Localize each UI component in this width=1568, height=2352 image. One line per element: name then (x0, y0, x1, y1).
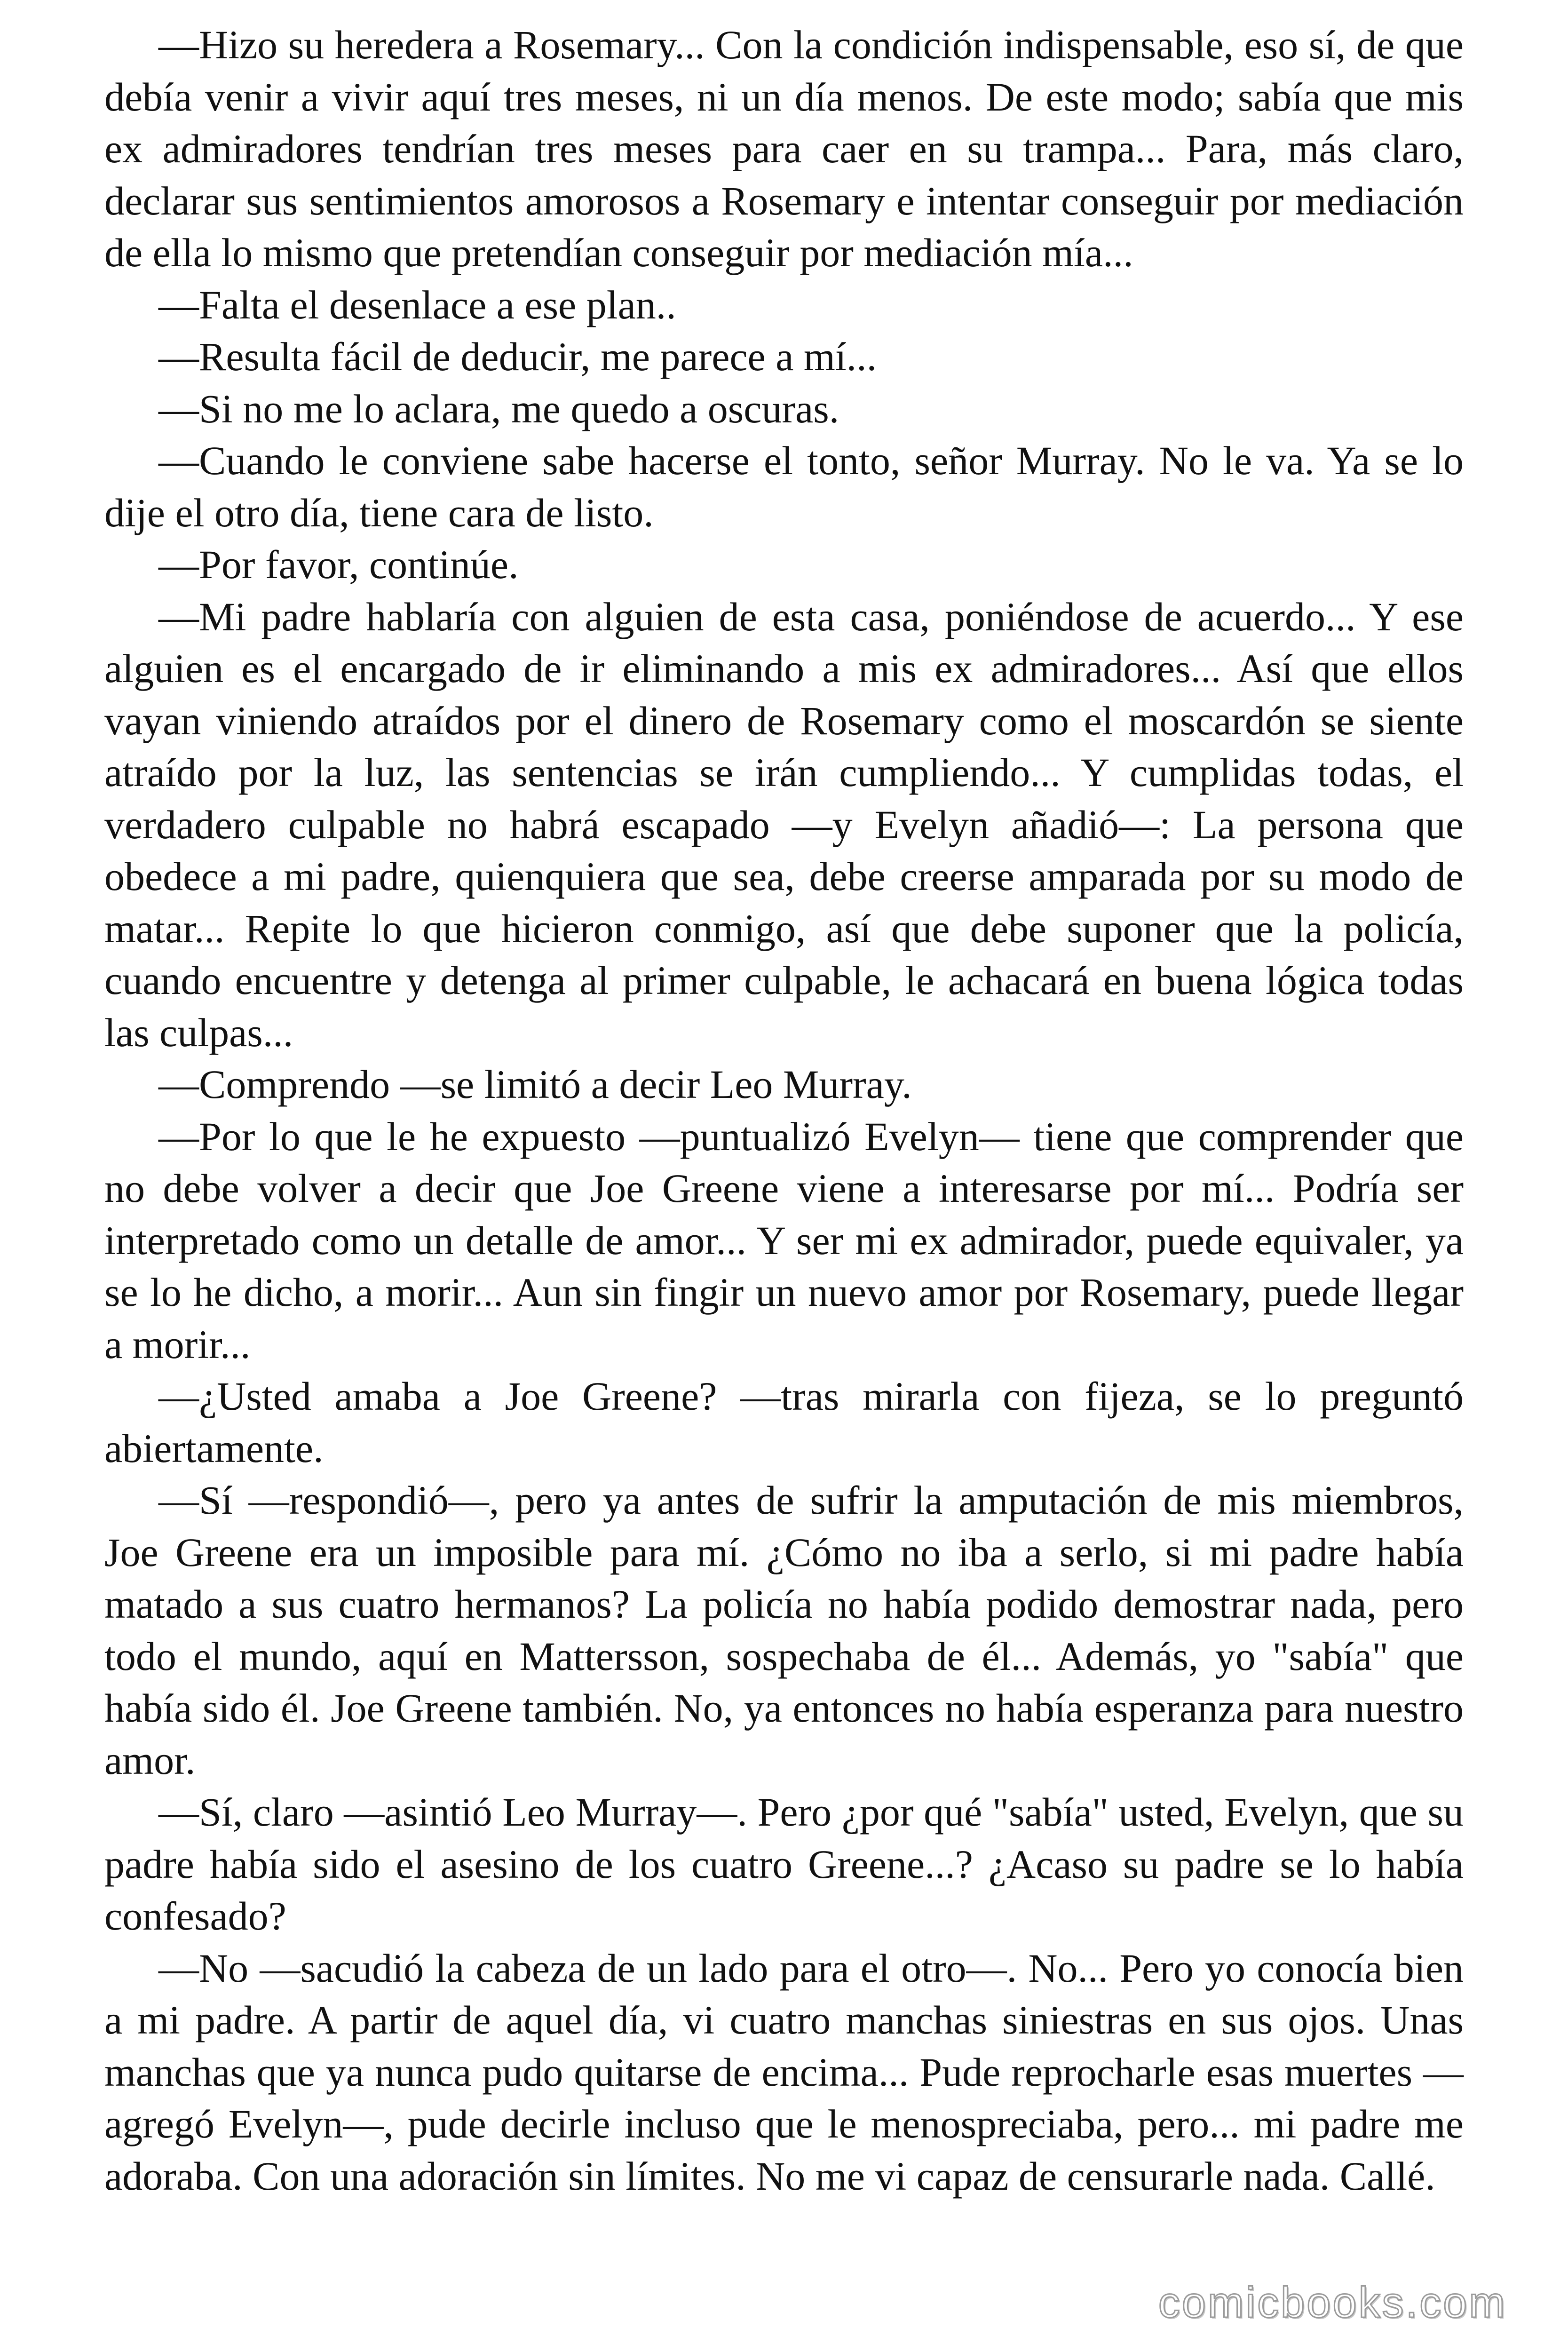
paragraph-6: —Por favor, continúe. (158, 542, 519, 587)
paragraph-2: —Falta el desenlace a ese plan.. (158, 282, 676, 327)
paragraph-8: —Comprendo —se limitó a decir Leo Murray. (158, 1062, 912, 1107)
paragraph-3: —Resulta fácil de deducir, me parece a mí... (158, 334, 877, 379)
paragraph-4: —Si no me lo aclara, me quedo a oscuras. (158, 386, 839, 431)
paragraph-11: —Sí —respondió—, pero ya antes de sufrir la amputación de mis miembros, Joe Greene era un imposible para mí. ¿Cómo no iba a serlo, si mi padre había matado a sus cuatro hermanos? La policía no había podido demostrar nada, pero todo el mundo, aquí en Mattersson, sospechaba de él... Además, yo "sabía" que había sido él. Joe Greene también. No, ya entonces no había esperanza para nuestro amor. (104, 1478, 1464, 1783)
paragraph-12: —Sí, claro —asintió Leo Murray—. Pero ¿por qué "sabía" usted, Evelyn, que su padre había sido el asesino de los cuatro Greene...? ¿Acaso su padre se lo había confesado? (104, 1789, 1464, 1939)
document-page (104, 19, 1464, 2202)
watermark-logo: comicbooks.com (1158, 2279, 1507, 2327)
paragraph-5: —Cuando le conviene sabe hacerse el tonto, señor Murray. No le va. Ya se lo dije el otro día, tiene cara de listo. (104, 438, 1464, 535)
paragraph-13: —No —sacudió la cabeza de un lado para el otro—. No... Pero yo conocía bien a mi padre. A partir de aquel día, vi cuatro manchas siniestras en sus ojos. Unas manchas que ya nunca pudo quitarse de encima... Pude reprocharle esas muertes —agregó Evelyn—, pude decirle incluso que le menospreciaba, pero... mi padre me adoraba. Con una adoración sin límites. No me vi capaz de censurarle nada. Callé. (104, 1945, 1464, 2199)
paragraph-9: —Por lo que le he expuesto —puntualizó Evelyn— tiene que comprender que no debe volver a decir que Joe Greene viene a interesarse por mí... Podría ser interpretado como un detalle de amor... Y ser mi ex admirador, puede equivaler, ya se lo he dicho, a morir... Aun sin fingir un nuevo amor por Rosemary, puede llegar a morir... (104, 1113, 1464, 1367)
paragraph-7: —Mi padre hablaría con alguien de esta casa, poniéndose de acuerdo... Y ese alguien es el encargado de ir eliminando a mis ex admiradores... Así que ellos vayan viniendo atraídos por el dinero de Rosemary como el moscardón se siente atraído por la luz, las sentencias se irán cumpliendo... Y cumplidas todas, el verdadero culpable no habrá escapado —y Evelyn añadió—: La persona que obedece a mi padre, quienquiera que sea, debe creerse amparada por su modo de matar... Repite lo que hicieron conmigo, así que debe suponer que la policía, cuando encuentre y detenga al primer culpable, le achacará en buena lógica todas las culpas... (104, 594, 1464, 1055)
paragraph-1: —Hizo su heredera a Rosemary... Con la condición indispensable, eso sí, de que debía venir a vivir aquí tres meses, ni un día menos. De este modo; sabía que mis ex admiradores tendrían tres meses para caer en su trampa... Para, más claro, declarar sus sentimientos amorosos a Rosemary e intentar conseguir por mediación de ella lo mismo que pretendían conseguir por mediación mía... (104, 22, 1464, 275)
paragraph-10: —¿Usted amaba a Joe Greene? —tras mirarla con fijeza, se lo preguntó abiertamente. (104, 1374, 1464, 1471)
